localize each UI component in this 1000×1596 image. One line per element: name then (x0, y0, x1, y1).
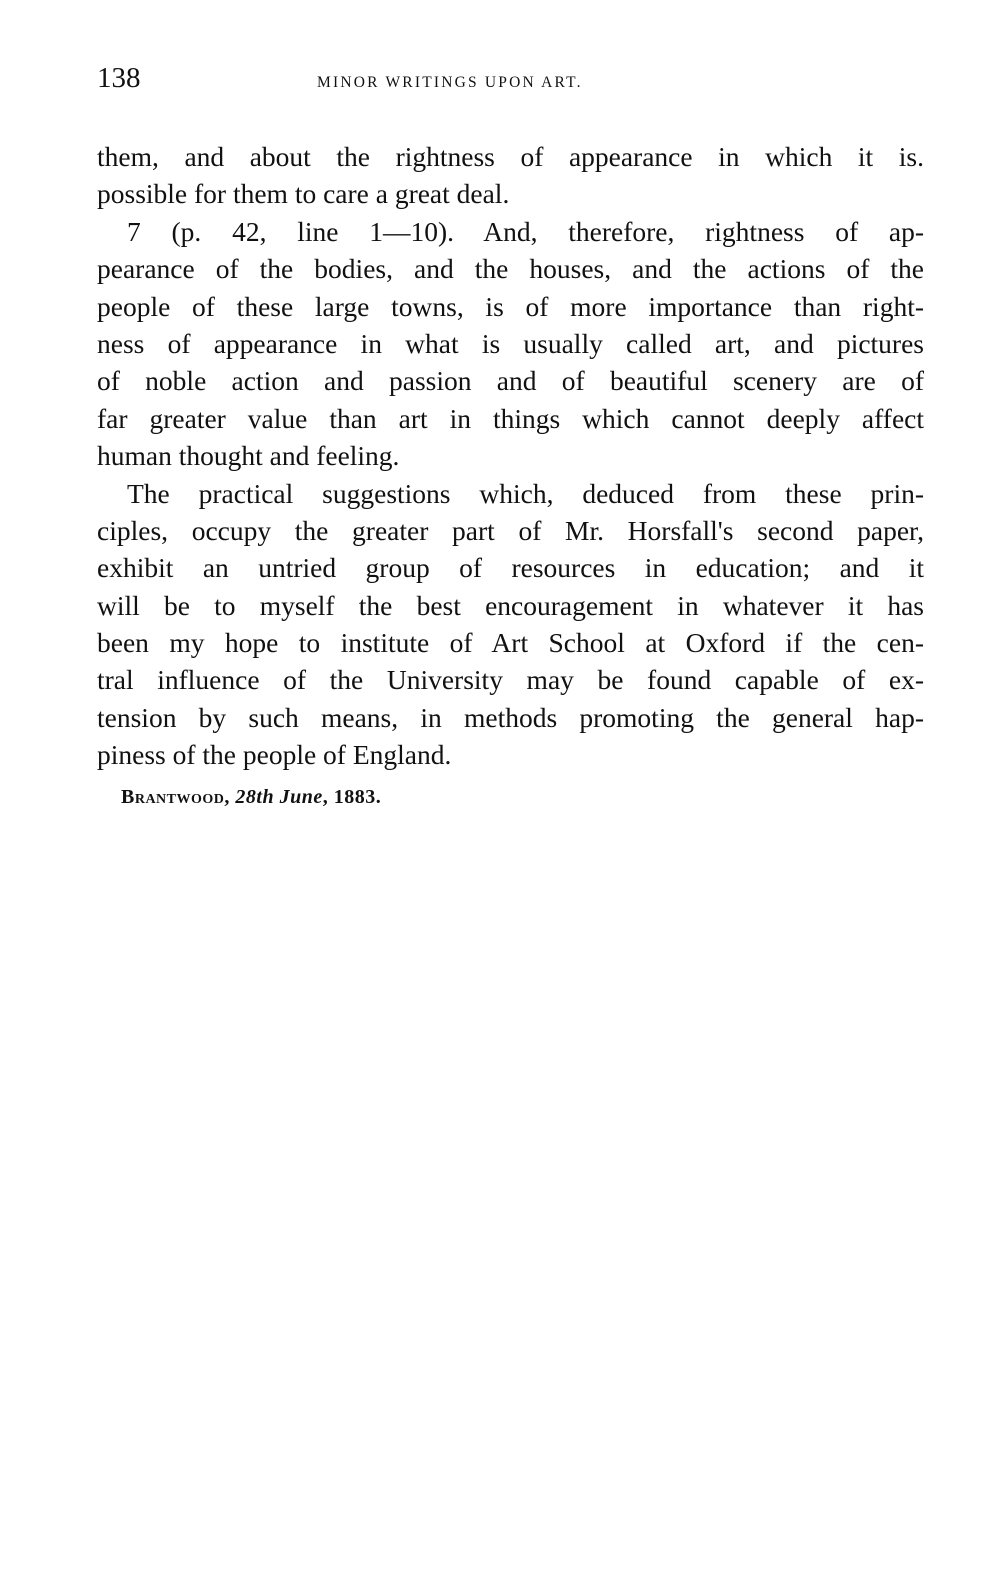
text-line: piness of the people of England. (97, 739, 452, 771)
page-number: 138 (97, 62, 141, 94)
signature-separator: , (224, 785, 236, 808)
text-line: exhibit an untried group of resources in education; and it (97, 552, 924, 584)
signature-place: Brantwood (121, 785, 225, 808)
text-line: human thought and feeling. (97, 440, 400, 472)
text-line: ciples, occupy the greater part of Mr. Horsfall's second paper, (97, 514, 924, 546)
signature-date: 28th June (235, 785, 323, 808)
text-line: people of these large towns, is of more importance than right- (97, 290, 924, 322)
text-line: possible for them to care a great deal. (97, 178, 510, 210)
body-text (97, 138, 924, 774)
paragraph-1 (97, 138, 924, 213)
text-line: ness of appearance in what is usually called art, and pictures (97, 327, 924, 359)
page (97, 62, 924, 812)
paragraph-2 (97, 213, 924, 475)
text-line: them, and about the rightness of appearance in which it is. (97, 141, 924, 172)
text-line: will be to myself the best encouragement in whatever it has (97, 589, 924, 621)
text-line: The practical suggestions which, deduced from these prin- (127, 477, 924, 509)
text-line: tension by such means, in methods promoting the general hap- (97, 701, 924, 733)
signature-separator: , (322, 785, 334, 808)
text-line: tral influence of the University may be found capable of ex- (97, 664, 924, 696)
signature-dateline (97, 782, 924, 812)
text-line: 7 (p. 42, line 1—10). And, therefore, rightness of ap- (127, 215, 924, 247)
text-line: far greater value than art in things which cannot deeply affect (97, 402, 924, 434)
signature-year: 1883. (333, 785, 382, 808)
text-line: of noble action and passion and of beautiful scenery are of (97, 365, 924, 397)
running-title: MINOR WRITINGS UPON ART. (317, 74, 583, 91)
text-line: been my hope to institute of Art School at Oxford if the cen- (97, 627, 924, 659)
running-head (97, 62, 924, 102)
text-line: pearance of the bodies, and the houses, and the actions of the (97, 253, 924, 285)
paragraph-3 (97, 475, 924, 774)
